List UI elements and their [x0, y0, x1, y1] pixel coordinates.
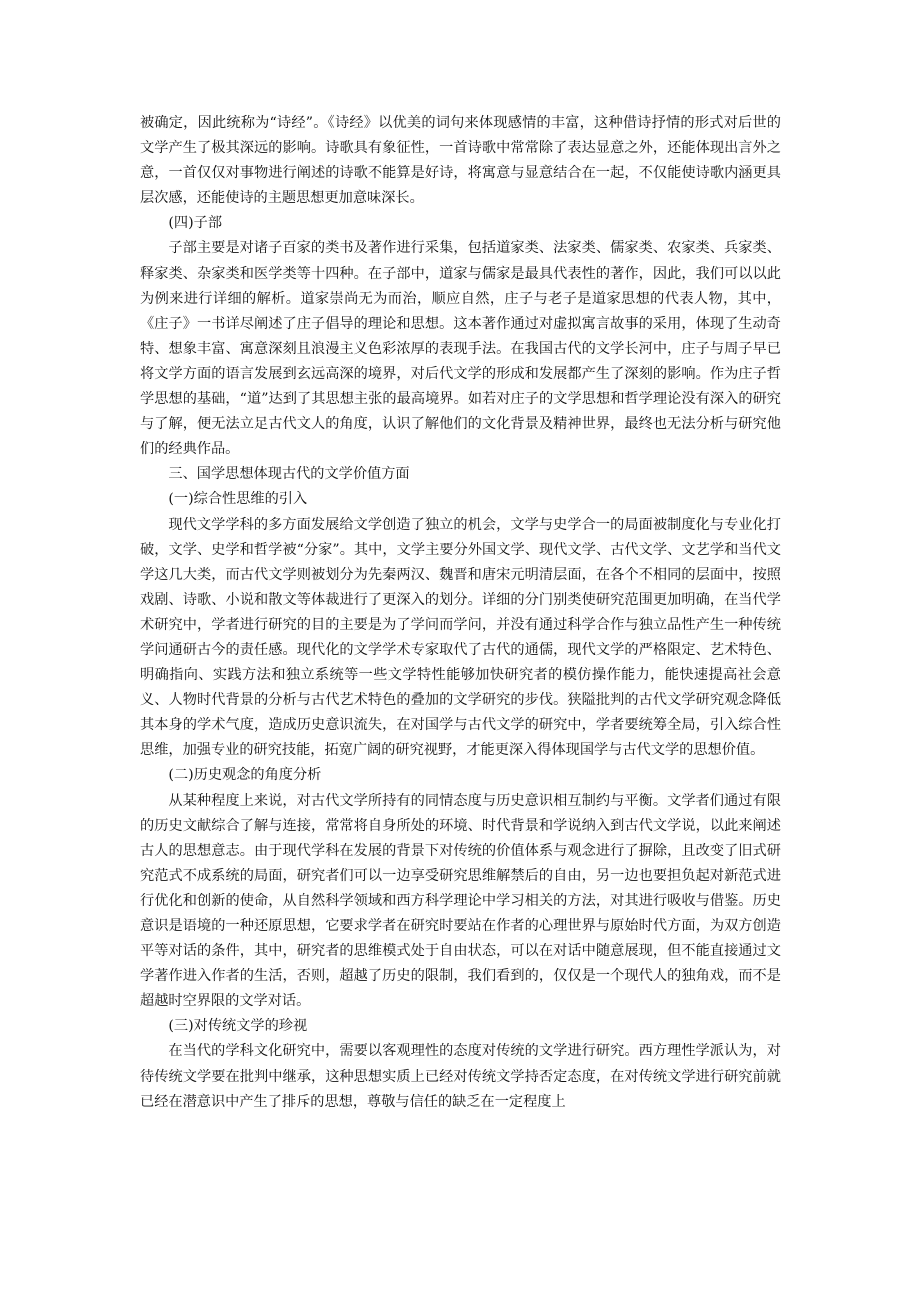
paragraph-historical-view: 从某种程度上来说，对古代文学所持有的同情态度与历史意识相互制约与平衡。文学者们通过有限的历史文献综合了解与连接，常常将自身所处的环境、时代背景和学说纳入到古代文学说，以此来阐述古人的思想意志。由于现代学科在发展的背景下对传统的价值体系与观念进行了摒除，且改变了旧式研究范式不成系统的局面，研究者们可以一边享受研究思维解禁后的自由，另一边也要担负起对新范式进行优化和创新的使命，从自然科学领域和西方科学理论中学习相关的方法，对其进行吸收与借鉴。历史意识是语境的一种还原思想，它要求学者在研究时要站在作者的心理世界与原始时代方面，为双方创造平等对话的条件，其中，研究者的思维模式处于自由状态，可以在对话中随意展现，但不能直接通过文学著作进入作者的生活，否则，超越了历史的限制，我们看到的，仅仅是一个现代人的独角戏，而不是超越时空界限的文学对话。	[140, 792, 781, 1010]
paragraph-comprehensive-thinking: 现代文学学科的多方面发展给文学创造了独立的机会，文学与史学合一的局面被制度化与专业化打破，文学、史学和哲学被“分家”。其中，文学主要分外国文学、现代文学、古代文学、文艺学和当代文学这几大类，而古代文学则被划分为先秦两汉、魏晋和唐宋元明清层面，在各个不相同的层面中，按照戏剧、诗歌、小说和散文等体裁进行了更深入的划分。详细的分门别类使研究范围更加明确，在当代学术研究中，学者进行研究的目的主要是为了学问而学问，并没有通过科学合作与独立品性产生一种传统学问通研古今的责任感。现代化的文学学术专家取代了古代的通儒，现代文学的严格限定、艺术特色、明确指向、实践方法和独立系统等一些文学特性能够加快研究者的模仿操作能力，能快速提高社会意义、人物时代背景的分析与古代艺术特色的叠加的文学研究的步伐。狭隘批判的古代文学研究观念降低其本身的学术气度，造成历史意识流失，在对国学与古代文学的研究中，学者要统筹全局，引入综合性思维，加强专业的研究技能，拓宽广阔的研究视野，才能更深入得体现国学与古代文学的思想价值。	[140, 516, 781, 759]
heading-section-three: 三、国学思想体现古代的文学价值方面	[168, 466, 410, 483]
heading-comprehensive-thinking: (一)综合性思维的引入	[168, 491, 308, 508]
heading-historical-view: (二)历史观念的角度分析	[168, 767, 322, 784]
paragraph-cherish-tradition: 在当代的学科文化研究中，需要以客观理性的态度对传统的文学进行研究。西方理性学派认为，对待传统文学要在批判中继承，这种思想实质上已经对传统文学持否定态度，在对传统文学进行研究前就已经在潜意识中产生了排斥的思想，尊敬与信任的缺乏在一定程度上	[140, 1043, 781, 1110]
document-page	[140, 111, 781, 1115]
paragraph-zibu: 子部主要是对诸子百家的类书及著作进行采集，包括道家类、法家类、儒家类、农家类、兵家类、释家类、杂家类和医学类等十四种。在子部中，道家与儒家是最具代表性的著作，因此，我们可以以此为例来进行详细的解析。道家崇尚无为而治，顺应自然，庄子与老子是道家思想的代表人物，其中，《庄子》一书详尽阐述了庄子倡导的理论和思想。这本著作通过对虚拟寓言故事的采用，体现了生动奇特、想象丰富、寓意深刻且浪漫主义色彩浓厚的表现手法。在我国古代的文学长河中，庄子与周子早已将文学方面的语言发展到玄远高深的境界，对后代文学的形成和发展都产生了深刻的影响。作为庄子哲学思想的基础，“道”达到了其思想主张的最高境界。如若对庄子的文学思想和哲学理论没有深入的研究与了解，便无法立足古代文人的角度，认识了解他们的文化背景及精神世界，最终也无法分析与研究他们的经典作品。	[140, 240, 781, 458]
paragraph-shijing-continued: 被确定，因此统称为“诗经”。《诗经》以优美的词句来体现感情的丰富，这种借诗抒情的形式对后世的文学产生了极其深远的影响。诗歌具有象征性，一首诗歌中常常除了表达显意之外，还能体现出言外之意，一首仅仅对事物进行阐述的诗歌不能算是好诗，将寓意与显意结合在一起，不仅能使诗歌内涵更具层次感，还能使诗的主题思想更加意味深长。	[140, 115, 781, 207]
heading-zibu: (四)子部	[168, 215, 223, 232]
heading-cherish-tradition: (三)对传统文学的珍视	[168, 1018, 308, 1035]
